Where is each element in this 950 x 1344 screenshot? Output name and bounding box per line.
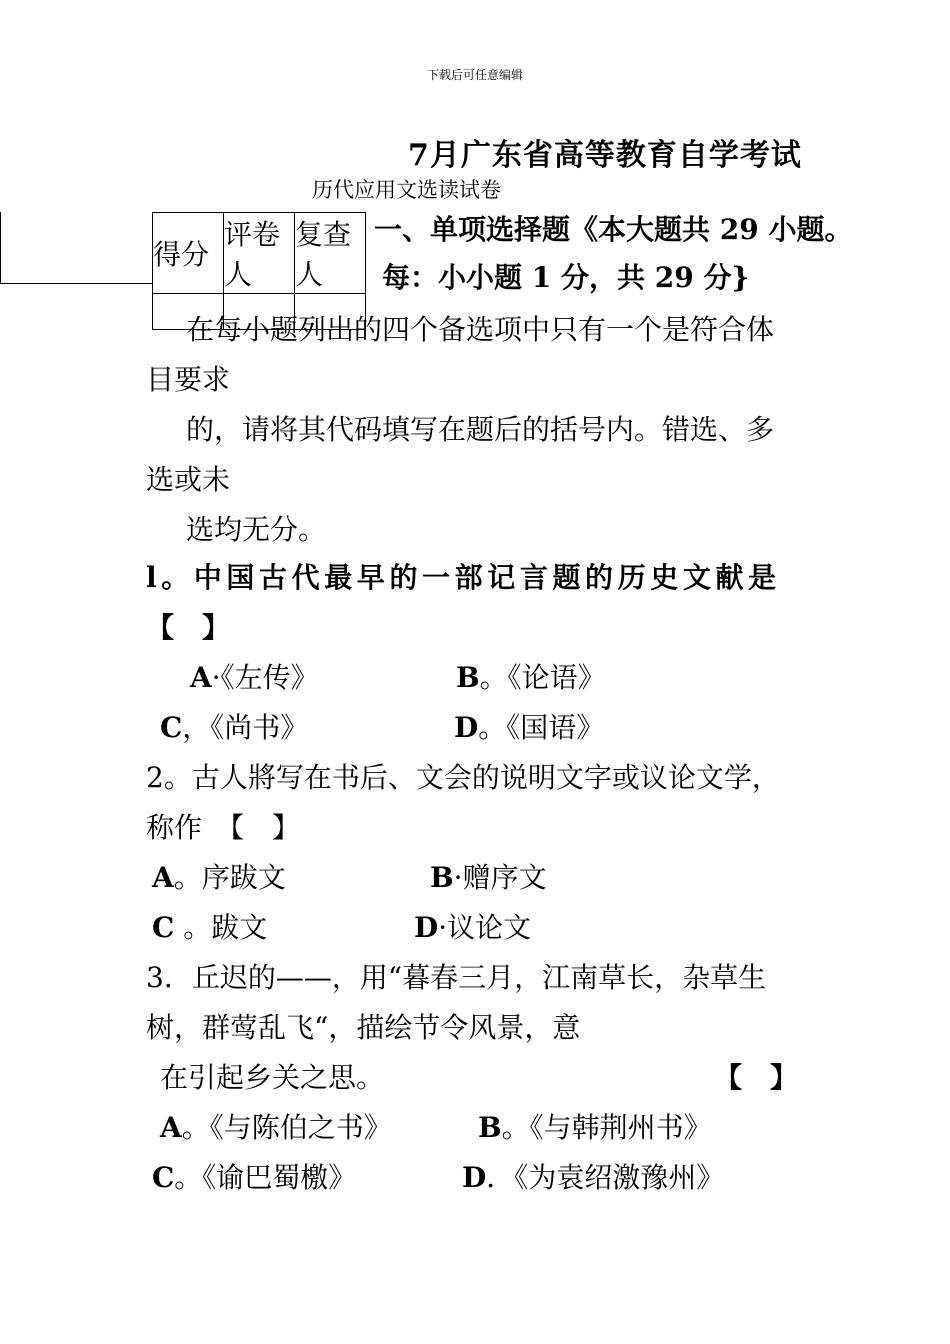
q1-stem: l。中国古代最早的一部记言题的历史文献是: [146, 561, 781, 594]
q3-stem: 3．丘迟的——，用“暮春三月，江南草长，杂草生: [146, 961, 767, 994]
q3-option-b: B。《与韩荆州书》: [478, 1111, 712, 1144]
exam-subtitle: 历代应用文选读试卷: [312, 178, 501, 202]
q2-stem-2: 称作 【 】: [146, 811, 301, 844]
score-table-left-border: [0, 212, 152, 284]
section-heading-line1: 一、单项选择题《本大题共 29 小题。: [374, 213, 853, 246]
instruction-line-4: 选或未: [146, 463, 231, 496]
instruction-line-5: 选均无分。: [186, 513, 327, 546]
instruction-line-1: 在每小题列出的四个备选项中只有一个是符合体: [186, 313, 775, 346]
q2-option-c: C 。跋文: [152, 911, 268, 944]
score-header-defen: 得分: [153, 213, 224, 294]
score-header-fuchaen: 复查人: [295, 213, 366, 294]
q1-option-b: B。《论语》: [456, 661, 606, 694]
q3-stem-3: 在引起乡关之思。: [160, 1061, 385, 1094]
section-heading-line2: 每：小小题 1 分，共 29 分}: [382, 261, 750, 294]
q3-stem-2: 树，群莺乱飞“，描绘节令风景，意: [146, 1011, 581, 1044]
q3-option-d: D．《为袁绍激豫州》: [462, 1161, 725, 1194]
exam-title: 7月广东省高等教育自学考试: [408, 138, 802, 173]
q1-bracket: 【 】: [146, 611, 231, 644]
header-note: 下载后可任意编辑: [426, 68, 523, 82]
q2-option-d: D·议论文: [414, 911, 532, 944]
q3-bracket: 【 】: [714, 1061, 799, 1094]
q2-stem: 2。古人將写在书后、文会的说明文字或议论文学，: [146, 761, 780, 794]
instruction-line-2: 目要求: [146, 363, 231, 396]
score-header-pingjuanren: 评卷人: [224, 213, 295, 294]
instruction-line-3: 的，请将其代码填写在题后的括号内。错选、多: [186, 413, 775, 446]
q3-option-a: A。《与陈伯之书》: [160, 1111, 392, 1144]
q1-option-d: D。《国语》: [454, 711, 605, 744]
q2-option-a: A。序跋文: [152, 861, 286, 894]
q3-option-c: C。《谕巴蜀檄》: [152, 1161, 357, 1194]
q1-option-c: C，《尚书》: [160, 711, 309, 744]
q1-option-a: A·《左传》: [190, 661, 319, 694]
q2-option-b: B·赠序文: [430, 861, 547, 894]
